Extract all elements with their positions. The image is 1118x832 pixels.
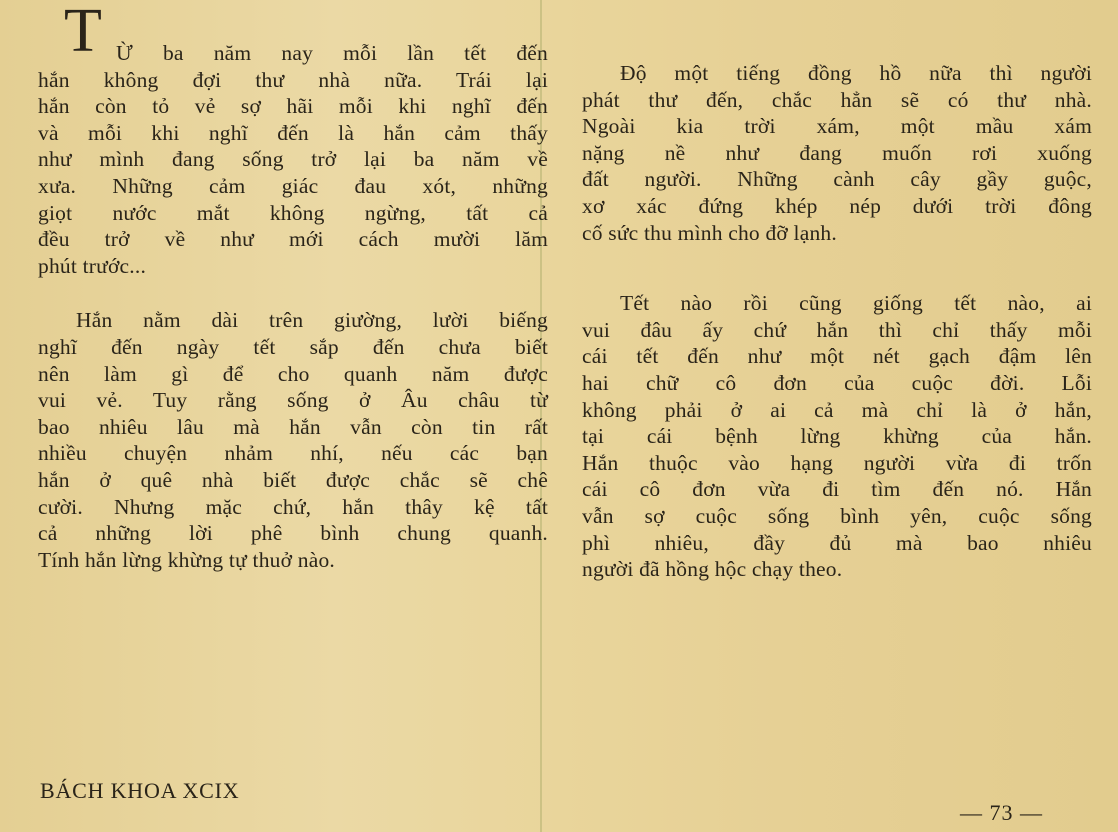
- text-line: như mình đang sống trở lại ba năm về: [38, 147, 548, 172]
- text-line: vui vẻ. Tuy rằng sống ở Âu châu từ: [38, 388, 548, 413]
- text-line: tại cái bệnh lừng khừng của hắn.: [582, 424, 1092, 449]
- text-line: hắn không đợi thư nhà nữa. Trái lại: [38, 67, 548, 92]
- text-line: Độ một tiếng đồng hồ nữa thì người: [620, 61, 1092, 85]
- text-line: phì nhiêu, đầy đủ mà bao nhiêu: [582, 530, 1092, 555]
- drop-cap: T: [64, 0, 103, 65]
- magazine-name: BÁCH KHOA XCIX: [40, 778, 240, 803]
- text-line: không phải ở ai cả mà chỉ là ở hắn,: [582, 397, 1092, 422]
- fourth-paragraph: [582, 290, 1092, 583]
- text-line: xơ xác đứng khép nép dưới trời đông: [582, 193, 1092, 218]
- text-line: nên làm gì để cho quanh năm được: [38, 361, 548, 386]
- text-line: cả những lời phê bình chung quanh.: [38, 521, 548, 546]
- text-line: cố sức thu mình cho đỡ lạnh.: [582, 220, 837, 245]
- page-number: — 73 —: [960, 800, 1043, 825]
- text-line: Ừ ba năm nay mỗi lần tết đến: [116, 41, 548, 65]
- second-paragraph: [38, 307, 548, 573]
- text-line: hắn còn tỏ vẻ sợ hãi mỗi khi nghĩ đến: [38, 94, 548, 119]
- text-line: Tính hắn lừng khừng tự thuở nào.: [38, 547, 335, 572]
- third-paragraph: [582, 60, 1092, 246]
- right-column: [582, 60, 1092, 583]
- text-line: Hắn thuộc vào hạng người vừa đi trốn: [582, 450, 1092, 475]
- text-line: và mỗi khi nghĩ đến là hắn cảm thấy: [38, 120, 548, 145]
- text-line: cái cô đơn vừa đi tìm đến nó. Hắn: [582, 477, 1092, 502]
- text-line: phát thư đến, chắc hẳn sẽ có thư nhà.: [582, 87, 1092, 112]
- text-line: Tết nào rồi cũng giống tết nào, ai: [620, 291, 1092, 316]
- text-line: phút trước...: [38, 253, 147, 278]
- text-line: hắn ở quê nhà biết được chắc sẽ chê: [38, 467, 548, 492]
- text-line: Ngoài kia trời xám, một mầu xám: [582, 114, 1092, 139]
- text-line: hai chữ cô đơn của cuộc đời. Lỗi: [582, 370, 1092, 395]
- text-line: cười. Nhưng mặc chứ, hắn thây kệ tất: [38, 494, 548, 519]
- text-line: đất người. Những cành cây gầy guộc,: [582, 167, 1092, 192]
- text-line: vui đâu ấy chứ hắn thì chỉ thấy mỗi: [582, 317, 1092, 342]
- text-line: vẫn sợ cuộc sống bình yên, cuộc sống: [582, 503, 1092, 528]
- text-line: người đã hồng hộc chạy theo.: [582, 557, 843, 582]
- text-line: bao nhiêu lâu mà hắn vẫn còn tin rất: [38, 414, 548, 439]
- text-line: nhiều chuyện nhảm nhí, nếu các bạn: [38, 441, 548, 466]
- first-paragraph: [38, 0, 548, 279]
- text-line: đều trở về như mới cách mười lăm: [38, 227, 548, 252]
- text-line: giọt nước mắt không ngừng, tất cả: [38, 200, 548, 225]
- text-line: cái tết đến như một nét gạch đậm lên: [582, 344, 1092, 369]
- left-column: [38, 0, 548, 573]
- text-line: xưa. Những cảm giác đau xót, những: [38, 173, 548, 198]
- text-line: Hắn nằm dài trên giường, lười biếng: [76, 308, 548, 333]
- text-line: nặng nề như đang muốn rơi xuống: [582, 140, 1092, 165]
- text-line: nghĩ đến ngày tết sắp đến chưa biết: [38, 334, 548, 359]
